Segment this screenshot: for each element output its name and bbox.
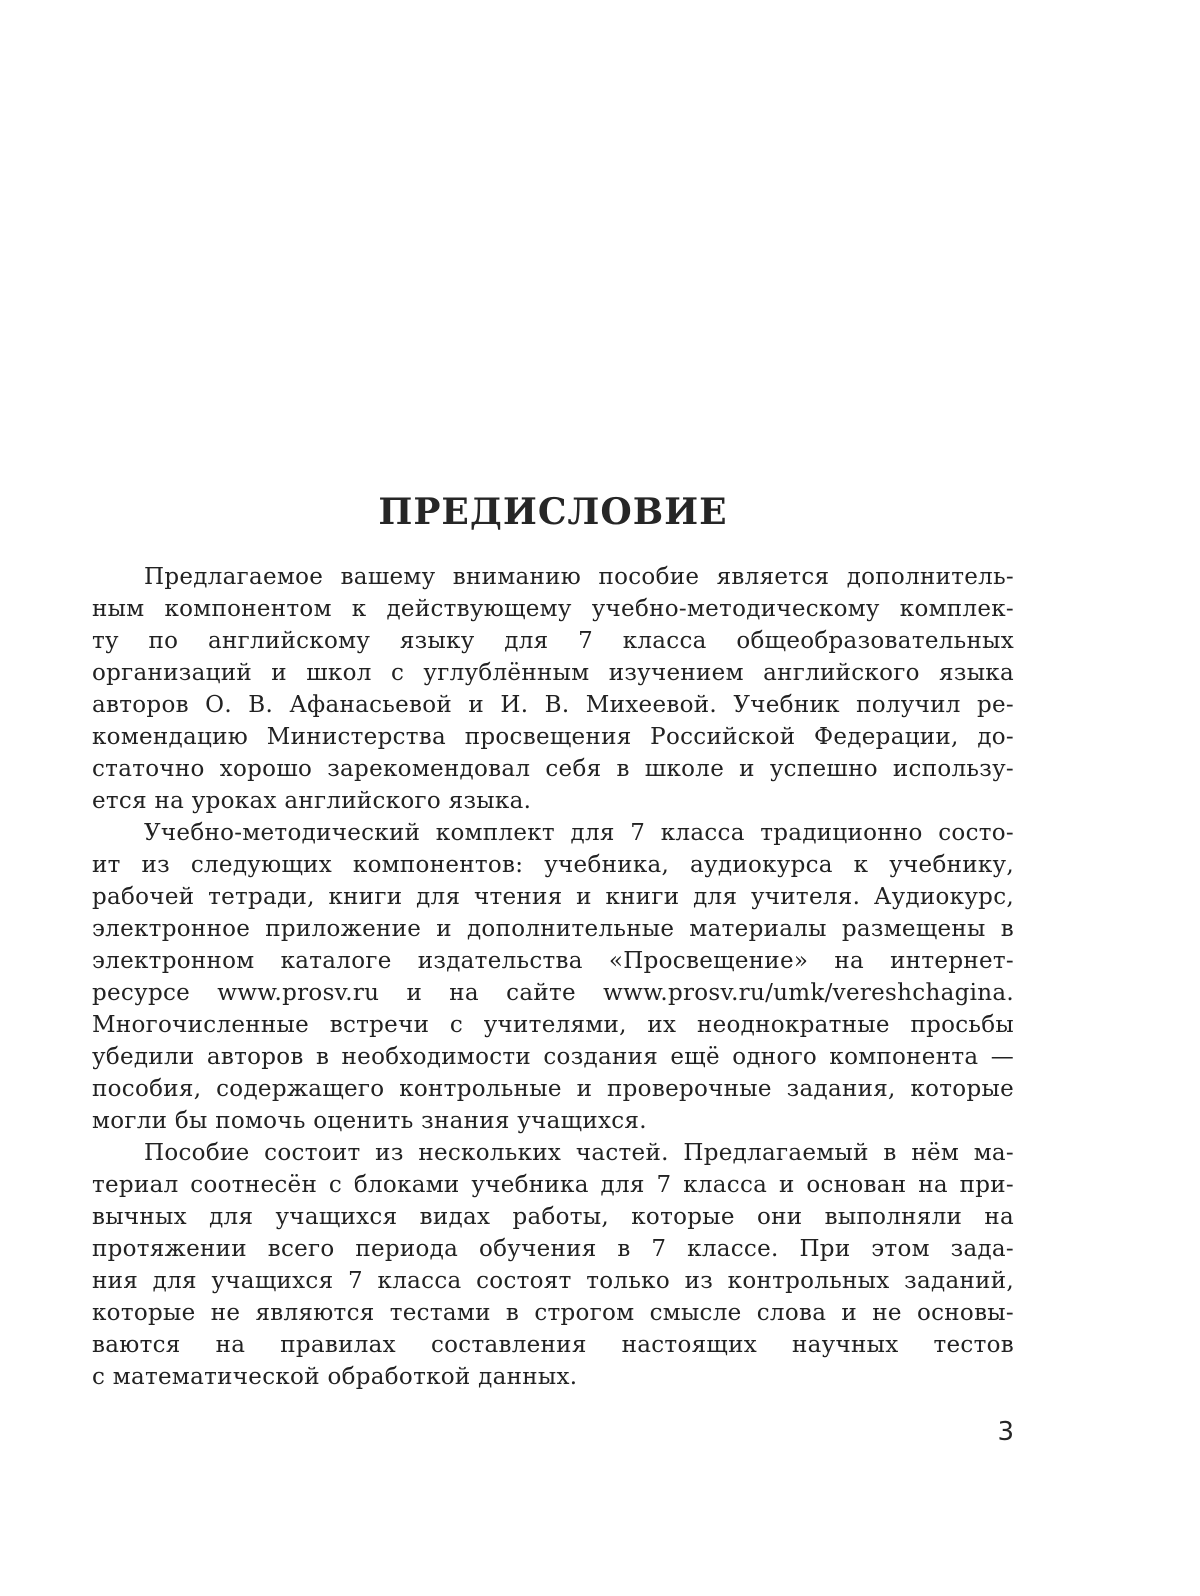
paragraph-1 xyxy=(92,561,1014,817)
text-line: комендацию Министерства просвещения Российской Федерации, до- xyxy=(92,724,1014,750)
text-line: ресурсе www.prosv.ru и на сайте www.prosv.ru/umk/vereshchagina. xyxy=(92,980,1014,1006)
text-line: авторов О. В. Афанасьевой и И. В. Михеевой. Учебник получил ре- xyxy=(92,692,1014,718)
text-line: пособия, содержащего контрольные и проверочные задания, которые xyxy=(92,1076,1014,1102)
text-line: ту по английскому языку для 7 класса общеобразовательных xyxy=(92,628,1014,654)
text-line: электронном каталоге издательства «Просвещение» на интернет- xyxy=(92,948,1014,974)
text-line: статочно хорошо зарекомендовал себя в школе и успешно использу- xyxy=(92,756,1014,782)
text-line: ваются на правилах составления настоящих научных тестов xyxy=(92,1332,1014,1358)
text-line: рабочей тетради, книги для чтения и книги для учителя. Аудиокурс, xyxy=(92,884,1014,910)
paragraph-3 xyxy=(92,1137,1014,1393)
text-line: убедили авторов в необходимости создания ещё одного компонента — xyxy=(92,1044,1014,1070)
text-line: Пособие состоит из нескольких частей. Предлагаемый в нём ма- xyxy=(144,1140,1014,1166)
paragraph-2 xyxy=(92,817,1014,1137)
body-text xyxy=(92,561,1014,1393)
page-number: 3 xyxy=(997,1417,1014,1447)
text-line: организаций и школ с углублённым изучением английского языка xyxy=(92,660,1014,686)
text-line: электронное приложение и дополнительные материалы размещены в xyxy=(92,916,1014,942)
text-line: Многочисленные встречи с учителями, их неоднократные просьбы xyxy=(92,1012,1014,1038)
text-line: териал соотнесён с блоками учебника для 7 класса и основан на при- xyxy=(92,1172,1014,1198)
text-line: протяжении всего периода обучения в 7 классе. При этом зада- xyxy=(92,1236,1014,1262)
text-line: Учебно-методический комплект для 7 класса традиционно состо- xyxy=(144,820,1014,846)
page-title: ПРЕДИСЛОВИЕ xyxy=(378,491,728,533)
text-line: ит из следующих компонентов: учебника, аудиокурса к учебнику, xyxy=(92,852,1014,878)
text-line: вычных для учащихся видах работы, которые они выполняли на xyxy=(92,1204,1014,1230)
text-line: ется на уроках английского языка. xyxy=(92,788,532,814)
text-line: ным компонентом к действующему учебно-методическому комплек- xyxy=(92,596,1014,622)
text-line: Предлагаемое вашему вниманию пособие является дополнитель- xyxy=(144,564,1014,590)
text-line: могли бы помочь оценить знания учащихся. xyxy=(92,1108,647,1134)
text-line: ния для учащихся 7 класса состоят только из контрольных заданий, xyxy=(92,1268,1014,1294)
text-line: с математической обработкой данных. xyxy=(92,1364,578,1390)
text-line: которые не являются тестами в строгом смысле слова и не основы- xyxy=(92,1300,1014,1326)
